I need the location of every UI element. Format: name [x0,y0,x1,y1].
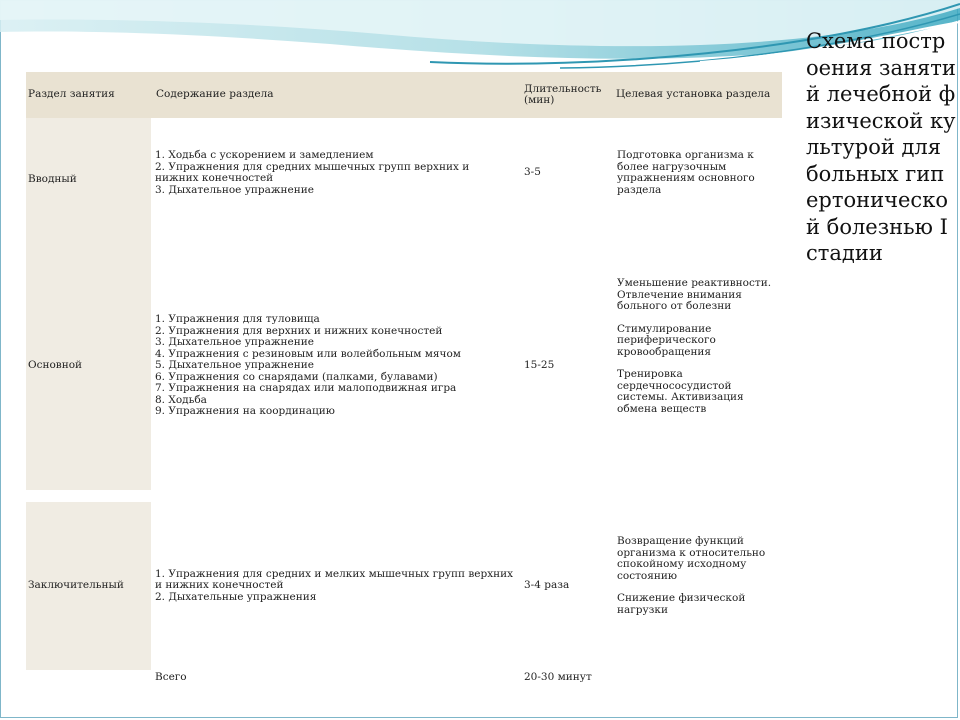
goal-text: Стимулирование периферического кровообращения [617,322,716,358]
table-row-main-section [26,242,151,490]
duration-text: 3-4 раза [524,579,570,592]
content-text: 1. Ходьба с ускорением и замедлением 2. Упражнения для средних мышечных групп верхних и нижних конечностей 3. Дыхательное упражнение [155,149,470,196]
total-label-cell [155,670,515,686]
table-row-final-section [26,502,151,670]
goal-text: Снижение физической нагрузки [617,592,746,616]
goal-cell [617,278,779,456]
content-cell [155,502,515,670]
duration-text: 3-5 [524,166,541,179]
section-name: Основной [28,359,83,372]
duration-cell [524,502,604,670]
section-name: Заключительный [28,579,124,592]
duration-cell [524,118,604,228]
section-name: Вводный [28,173,77,186]
goal-text: Уменьшение реактивности. Отвлечение внимания больного от болезни [617,277,772,312]
total-duration-cell [524,670,614,686]
content-text: 1. Упражнения для средних и мелких мышечных групп верхних и нижних конечностей 2. Дыхательные упражнения [155,567,514,603]
content-cell [155,118,515,228]
exercise-scheme-table [26,72,782,692]
duration-cell [524,242,604,490]
header-section: Раздел занятия [28,88,115,101]
slide-title: Схема построения занятий лечебной физической культурой для больных гипертонической болезнью I стадии [806,29,956,265]
table-row-intro-section [26,118,151,242]
goal-text: Тренировка сердечнососудистой системы. Активизация обмена веществ [617,368,744,415]
total-label: Всего [155,671,187,684]
goal-cell [617,536,779,636]
goal-cell [617,118,777,228]
header-goal: Целевая установка раздела [616,88,771,101]
content-cell [155,242,515,490]
goal-text: Подготовка организма к более нагрузочным упражнениям основного раздела [617,149,755,196]
header-duration: Длительность (мин) [524,82,602,106]
duration-text: 15-25 [524,359,555,372]
goal-text: Возвращение функций организма к относительно спокойному исходному состоянию [617,535,766,582]
total-duration: 20-30 минут [524,671,592,684]
header-content: Содержание раздела [156,88,274,101]
content-text: 1. Упражнения для туловища 2. Упражнения для верхних и нижних конечностей 3. Дыхательное упражнение 4. Упражнения с резиновым или волейбольным мячом 5. Дыхательное упражнение 6. Упражнения со снарядами (палками, булавами) 7. Упражнения на снарядах или малоподвижная игра 8. Ходьба 9. Упражнения на координацию [155,313,461,418]
